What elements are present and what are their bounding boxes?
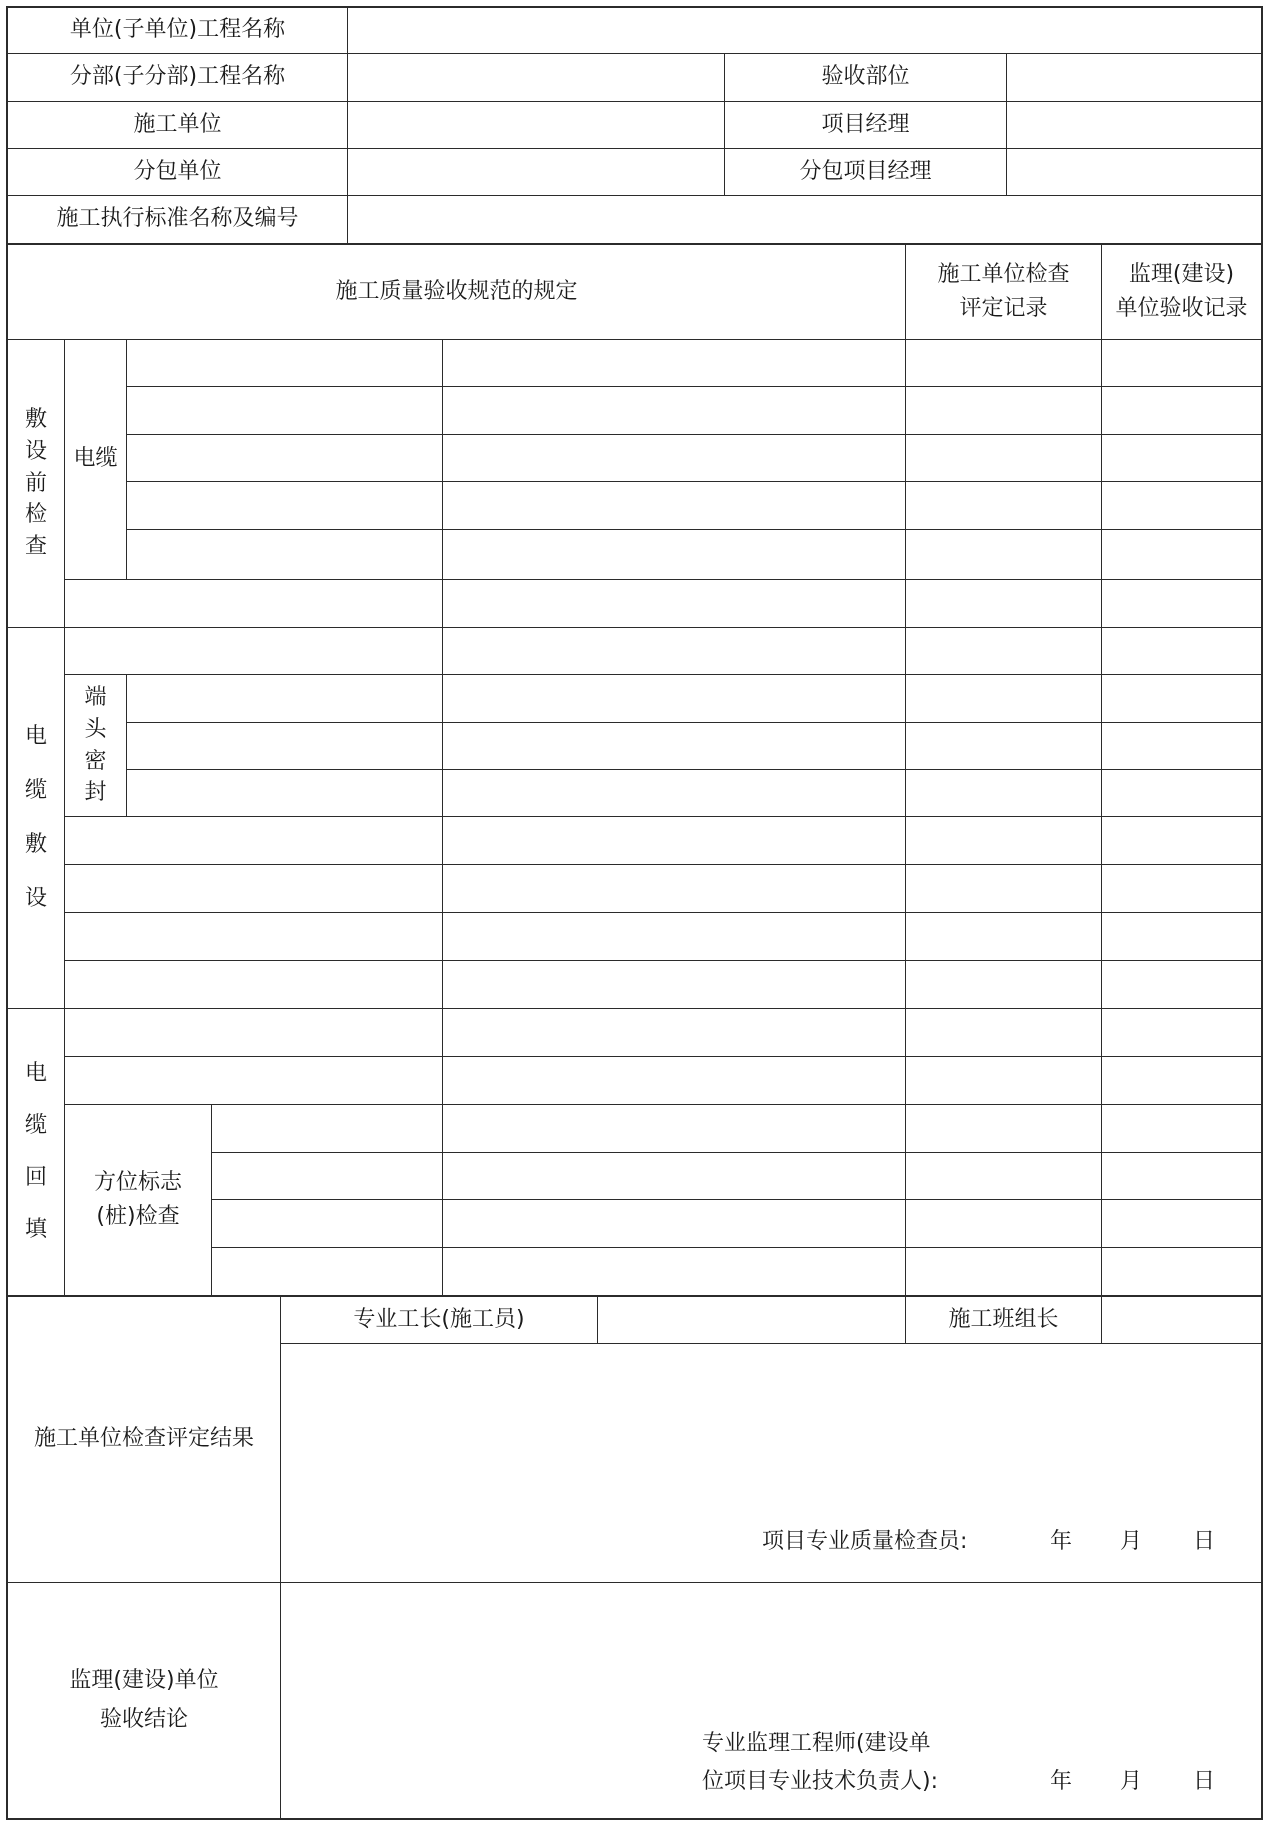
hline xyxy=(211,1247,1263,1248)
end-seal-label xyxy=(65,675,126,816)
end-seal-char: 密 xyxy=(84,748,107,774)
cable-laying-char: 电 xyxy=(24,724,47,750)
spec-column-header: 施工质量验收规范的规定 xyxy=(335,278,578,304)
hline xyxy=(64,579,1263,580)
supervisor-engineer-line1: 专业监理工程师(建设单 xyxy=(702,1731,931,1756)
contractor-label: 施工单位 xyxy=(133,111,222,137)
inspector-month: 月 xyxy=(1120,1529,1143,1554)
supervisor-conclusion-line1: 监理(建设)单位 xyxy=(69,1668,219,1693)
hline xyxy=(64,674,1263,675)
cable-backfill-char: 填 xyxy=(24,1216,47,1242)
hline xyxy=(64,1056,1263,1057)
sub-project-manager-label: 分包项目经理 xyxy=(799,158,932,184)
pre-laying-char: 查 xyxy=(24,534,47,560)
inspector-year: 年 xyxy=(1050,1529,1073,1554)
inspector-day: 日 xyxy=(1193,1529,1216,1554)
supervisor-conclusion-label xyxy=(8,1583,280,1818)
subcontractor-label: 分包单位 xyxy=(133,158,222,184)
hline xyxy=(6,339,1263,340)
contractor-record-line1: 施工单位检查 xyxy=(937,261,1070,287)
supervisor-record-header xyxy=(1102,245,1261,339)
hline xyxy=(6,1008,1263,1009)
supervisor-engineer-line2: 位项目专业技术负责人): xyxy=(702,1769,938,1794)
cable-laying-char: 设 xyxy=(24,885,47,911)
hline xyxy=(126,481,1263,482)
cable-laying-label xyxy=(8,628,64,1008)
vline xyxy=(126,674,127,816)
supervisor-day: 日 xyxy=(1193,1769,1216,1794)
supervisor-record-line1: 监理(建设) xyxy=(1128,261,1235,287)
marker-line2: (桩)检查 xyxy=(96,1204,180,1229)
end-seal-char: 封 xyxy=(84,780,107,806)
border-bottom xyxy=(6,1818,1263,1820)
end-seal-char: 头 xyxy=(84,716,107,742)
vline xyxy=(347,6,348,243)
vline xyxy=(597,1295,598,1343)
supervisor-year: 年 xyxy=(1050,1769,1073,1794)
hline xyxy=(280,1343,1263,1344)
contractor-record-line2: 评定记录 xyxy=(959,296,1048,321)
hline xyxy=(6,627,1263,628)
pre-laying-char: 前 xyxy=(24,470,47,496)
inspection-location-label: 验收部位 xyxy=(821,64,910,90)
hline xyxy=(126,722,1263,723)
pre-laying-inspection-label xyxy=(8,340,64,627)
quality-inspector-label: 项目专业质量检查员: xyxy=(762,1529,968,1554)
hline xyxy=(126,529,1263,530)
vline xyxy=(1101,1295,1102,1343)
marker-inspection-label xyxy=(65,1105,211,1295)
cable-backfill-label xyxy=(8,1009,64,1295)
end-seal-char: 端 xyxy=(84,684,107,710)
project-manager-label: 项目经理 xyxy=(821,111,910,137)
vline xyxy=(280,1295,281,1820)
supervisor-month: 月 xyxy=(1120,1769,1143,1794)
supervisor-record-line2: 单位验收记录 xyxy=(1115,296,1248,321)
vline xyxy=(126,339,127,579)
contractor-result-label: 施工单位检查评定结果 xyxy=(33,1426,254,1452)
hline xyxy=(126,434,1263,435)
cable-laying-char: 敷 xyxy=(24,832,47,857)
project-name-label: 单位(子单位)工程名称 xyxy=(69,17,286,43)
standard-label: 施工执行标准名称及编号 xyxy=(56,206,299,232)
hline xyxy=(126,769,1263,770)
foreman-label: 专业工长(施工员) xyxy=(353,1306,525,1332)
hline xyxy=(64,912,1263,913)
hline xyxy=(211,1199,1263,1200)
contractor-record-header xyxy=(906,245,1101,339)
vline xyxy=(1006,53,1007,195)
hline xyxy=(211,1152,1263,1153)
cable-laying-char: 缆 xyxy=(24,778,47,804)
supervisor-conclusion-line2: 验收结论 xyxy=(99,1706,188,1732)
team-leader-label: 施工班组长 xyxy=(948,1306,1059,1332)
hline xyxy=(64,960,1263,961)
cable-backfill-char: 缆 xyxy=(24,1113,47,1139)
cable-backfill-char: 电 xyxy=(24,1061,47,1087)
hline xyxy=(64,864,1263,865)
hline xyxy=(64,1104,1263,1105)
pre-laying-char: 设 xyxy=(24,438,47,464)
hline xyxy=(126,386,1263,387)
cable-label: 电缆 xyxy=(73,446,118,472)
cable-backfill-char: 回 xyxy=(24,1165,47,1190)
hline xyxy=(64,816,1263,817)
pre-laying-char: 敷 xyxy=(24,406,47,432)
marker-line1: 方位标志 xyxy=(93,1169,182,1195)
border-right xyxy=(1261,6,1263,1820)
subproject-name-label: 分部(子分部)工程名称 xyxy=(69,64,286,90)
pre-laying-char: 检 xyxy=(24,502,47,528)
